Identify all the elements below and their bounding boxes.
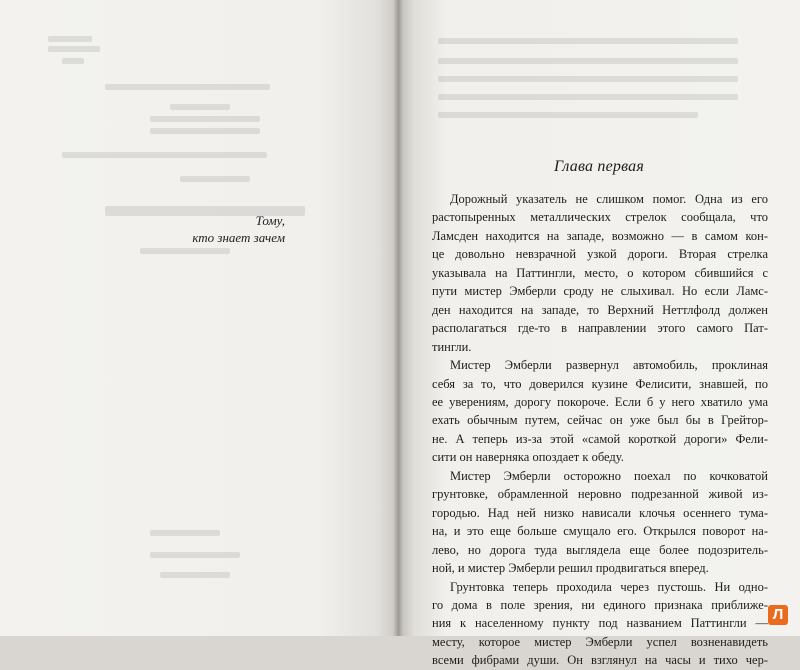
text-line: себя за то, что доверился кузине Фелисити, знавшей, по [432,376,768,391]
text-line: располагаться где-то в направлении этого самого Пат- [432,321,768,336]
text-line: ной, и мистер Эмберли решил продвигаться вперед. [432,561,709,576]
show-through-text [62,58,84,64]
dedication-line: кто знает зачем [192,230,285,245]
text-line: городью. Над ней низко нависали клочья осеннего тума- [432,505,768,520]
text-line: Дорожный указатель не слишком помог. Одна из его [450,192,768,206]
chapter-body [432,190,768,670]
text-line: тингли. [432,339,472,354]
show-through-text [48,46,100,52]
show-through-text [62,152,267,158]
publisher-logo-icon [768,605,788,625]
text-line: растопыренных металлических стрелок сообщала, что [432,210,768,225]
text-line: Ламсден находится на западе, возможно — в самом кон- [432,228,768,243]
show-through-text [48,36,92,42]
show-through-text [170,104,230,110]
text-line: всеми фибрами души. Он взглянул на часы и тихо чер- [432,653,768,668]
text-line: сити он наверняка опоздает к обеду. [432,450,624,465]
show-through-text [150,116,260,122]
text-line: го дома в поле зрения, ни единого признака приближе- [432,597,768,612]
show-through-text [438,94,738,100]
logo-glyph: Л [772,606,784,623]
text-line: ден находится на западе, то Верхний Неттлфолд должен [432,302,768,317]
show-through-text [160,572,230,578]
show-through-text [140,248,230,254]
text-line: ния к населенному пункту под названием Паттингли — [432,616,768,631]
dedication [150,212,285,246]
text-line: месту, которое мистер Эмберли успел возненавидеть [432,634,768,649]
dedication-line: Тому, [255,213,285,228]
left-page [0,0,398,636]
text-line: Мистер Эмберли развернул автомобиль, проклиная [450,358,768,373]
text-line: це довольно невзрачной узкой дороги. Вторая стрелка [432,247,768,262]
book-gutter [393,0,403,636]
text-line: грунтовке, обрамленной неровно подрезанной живой из- [432,487,768,502]
text-line: ехать обычным путем, сейчас он уже был бы в Грейтор- [432,413,768,428]
show-through-text [438,112,698,118]
show-through-text [438,58,738,64]
show-through-text [150,552,240,558]
chapter-title: Глава первая [553,158,645,175]
text-line: лево, но дорога туда выглядела еще более подозритель- [432,542,768,557]
show-through-text [150,128,260,134]
show-through-text [438,76,738,82]
text-line: указывала на Паттингли, место, о котором сбившийся с [432,265,768,280]
text-line: не. А теперь из-за этой «самой короткой дороги» Фели- [432,431,768,446]
show-through-text [180,176,250,182]
show-through-text [438,38,738,44]
show-through-text [105,84,270,90]
text-line: ее уверениям, дорогу покороче. Если б у него хватило ума [432,394,768,409]
text-line: Грунтовка теперь проходила через пустошь. Ни одно- [450,579,768,594]
text-line: на, и это еще больше смущало его. Открылся поворот на- [432,524,768,539]
show-through-text [150,530,220,536]
text-line: пути мистер Эмберли сроду не слыхивал. Но если Ламс- [432,284,768,299]
text-line: Мистер Эмберли осторожно поехал по кочковатой [450,468,768,483]
